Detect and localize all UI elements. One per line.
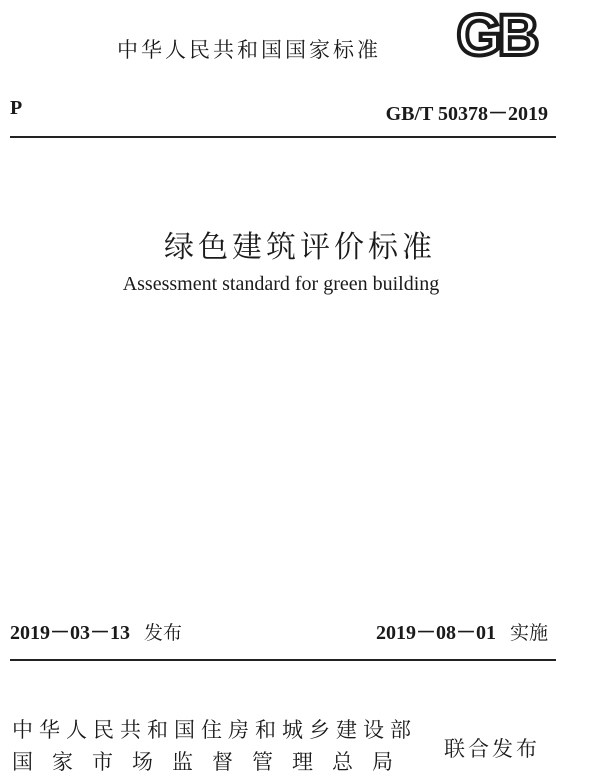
document-title-english: Assessment standard for green building (122, 273, 440, 295)
issuer-ministry: 中华人民共和国住房和城乡建设部 (12, 718, 417, 742)
top-divider (10, 136, 556, 138)
classification-code: P (10, 97, 23, 119)
bottom-divider (10, 659, 556, 661)
gb-logo (442, 8, 550, 60)
standard-number: GB/T 50378－2019 (385, 103, 548, 125)
implementation-date-block (376, 616, 548, 645)
document-title-chinese: 绿色建筑评价标准 (164, 230, 436, 265)
issue-date: 2019－03－13 (10, 622, 130, 644)
svg-text:GB: GB (456, 8, 536, 60)
implementation-label: 实施 (509, 622, 548, 644)
joint-issue-label: 联合发布 (444, 737, 540, 761)
implementation-date: 2019－08－01 (375, 622, 496, 644)
issue-date-block (10, 616, 182, 645)
header-title: 中华人民共和国国家标准 (117, 38, 381, 62)
issue-label: 发布 (144, 622, 183, 644)
issuer-administration: 国家市场监督管理总局 (12, 750, 412, 774)
